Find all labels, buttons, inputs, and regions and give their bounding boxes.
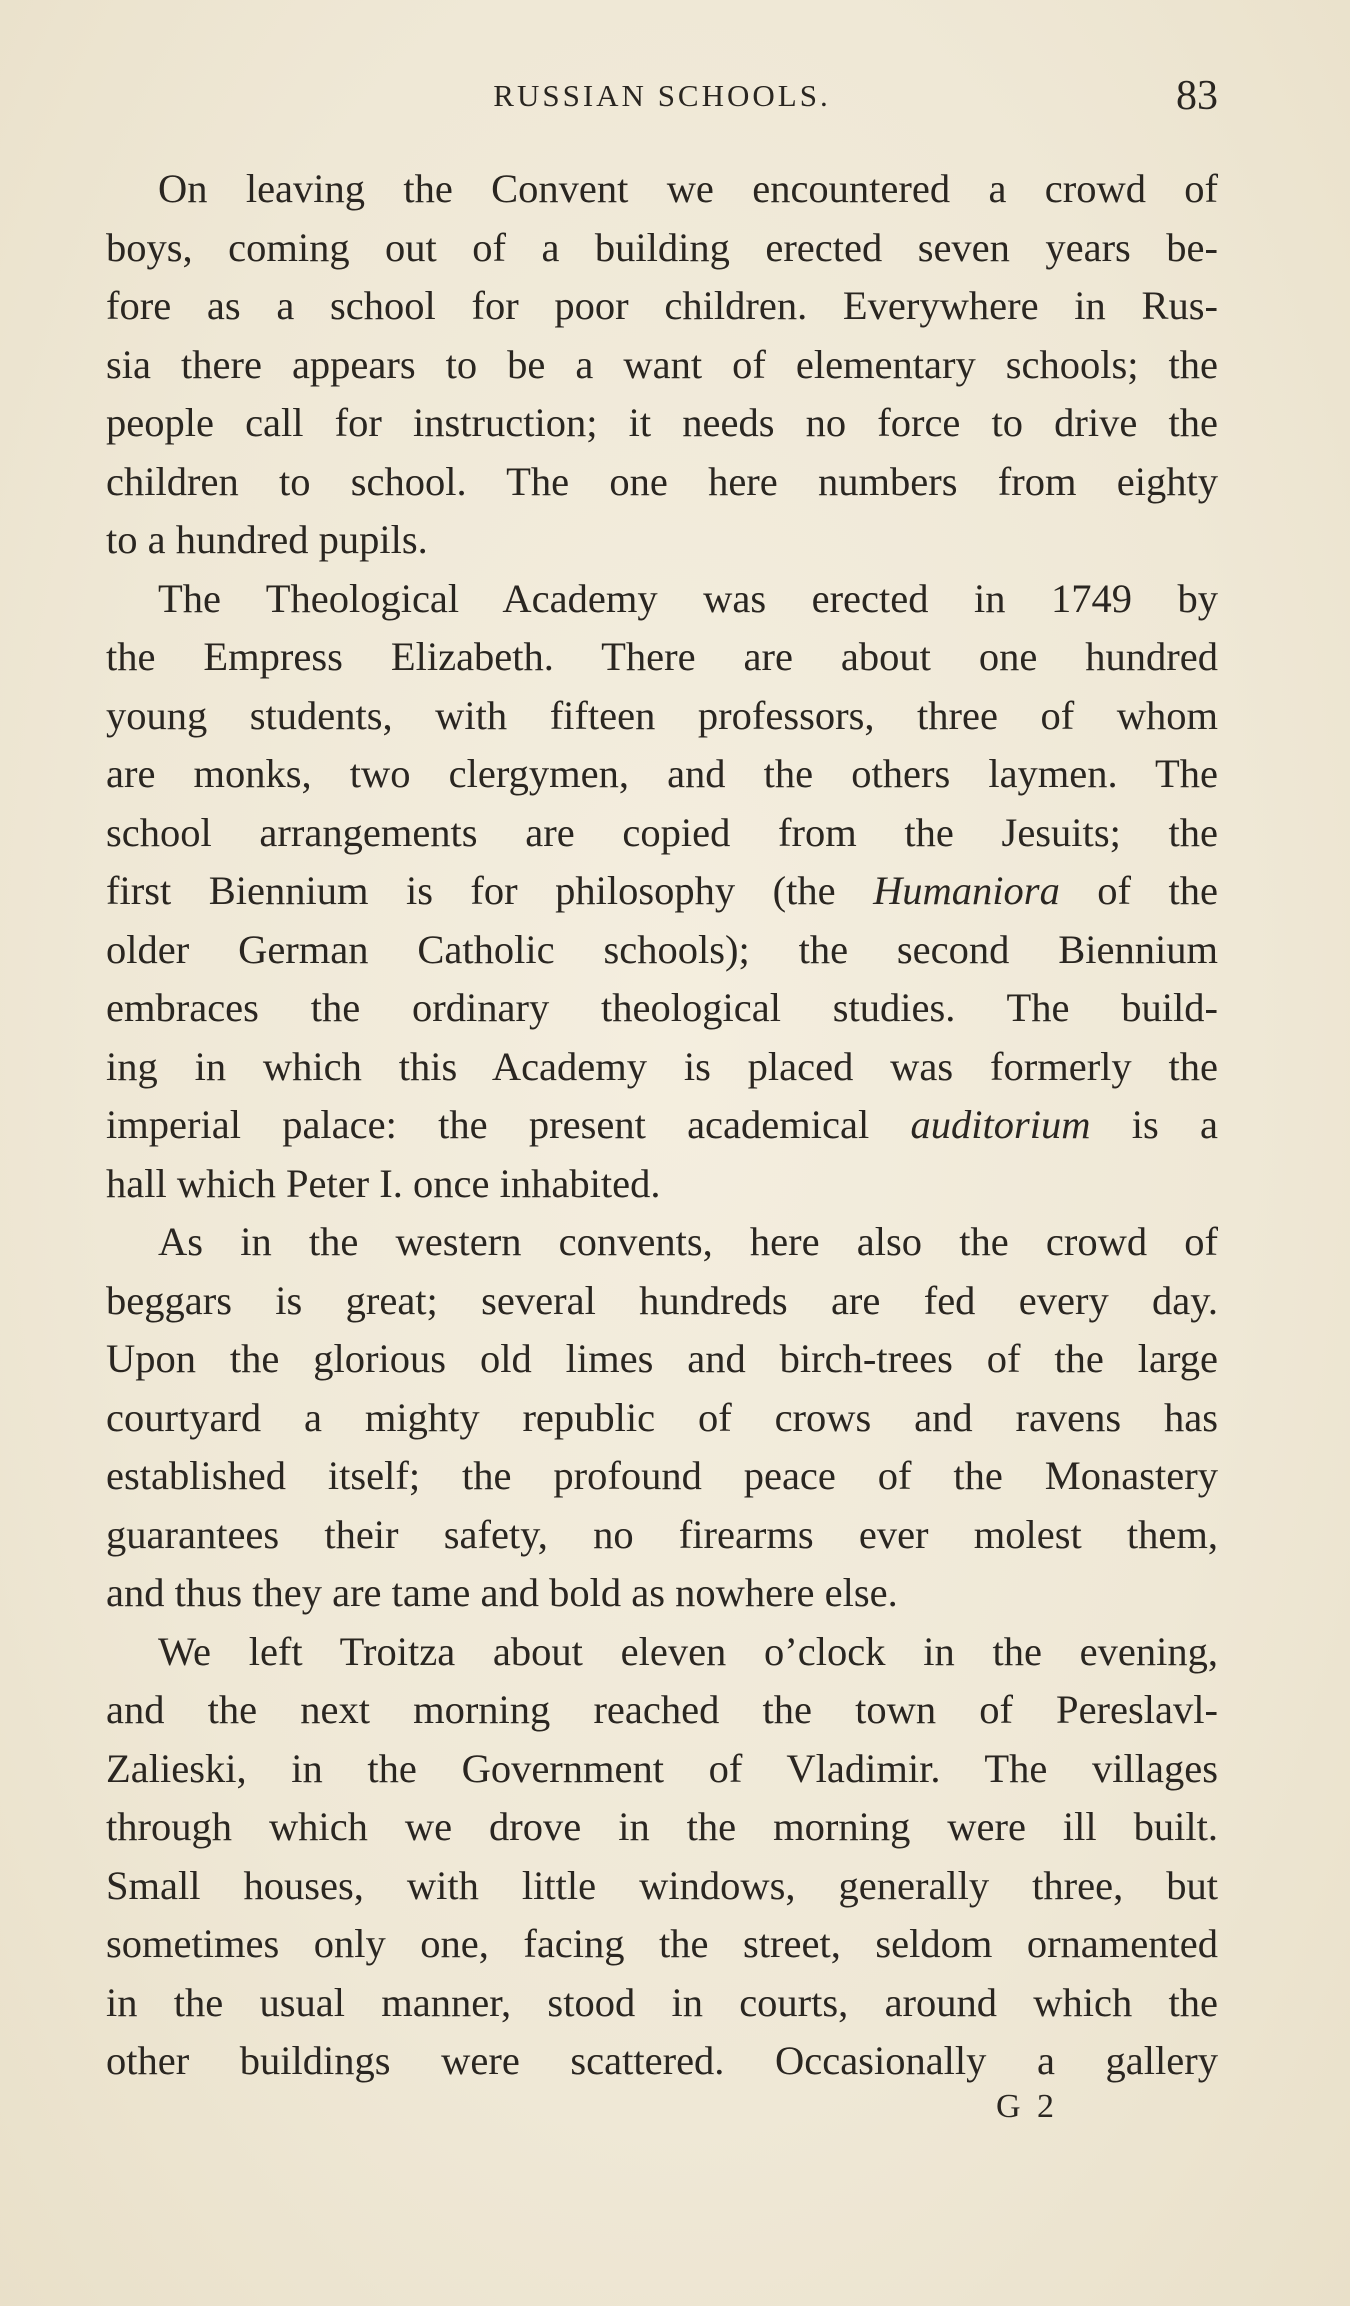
text-line: On leaving the Convent we encountered a crowd of (158, 166, 1218, 211)
text-line: ing in which this Academy is placed was formerly the (106, 1043, 1218, 1089)
text-line: boys, coming out of a building erected seven years be- (106, 224, 1218, 270)
text-line: established itself; the profound peace of the Monastery (106, 1453, 1218, 1498)
text-line: Small houses, with little windows, generally three, but (106, 1862, 1218, 1908)
text-line: The Theological Academy was erected in 1749 by (158, 575, 1218, 621)
text-line: young students, with fifteen professors, three of whom (106, 692, 1218, 738)
text-line: to a hundred pupils. (106, 517, 428, 562)
text-line: We left Troitza about eleven o’clock in the evening, (158, 1628, 1218, 1674)
body-text (106, 160, 1218, 2091)
text-line: school arrangements are copied from the Jesuits; the (106, 809, 1218, 855)
text-line: hall which Peter I. once inhabited. (106, 1160, 661, 1206)
running-title: RUSSIAN SCHOOLS. (493, 78, 831, 113)
text-line: Zalieski, in the Government of Vladimir. The villages (106, 1745, 1218, 1791)
text-line: Upon the glorious old limes and birch-trees of the large (106, 1336, 1218, 1381)
italic-term: Humaniora (873, 868, 1060, 913)
text-line: through which we drove in the morning were ill built. (106, 1804, 1218, 1849)
text-line: are monks, two clergymen, and the others laymen. The (106, 751, 1218, 796)
text-line: guarantees their safety, no firearms ever molest them, (106, 1511, 1218, 1557)
text-line: children to school. The one here numbers from eighty (106, 458, 1218, 504)
italic-term: auditorium (910, 1102, 1091, 1147)
text-line: people call for instruction; it needs no force to drive the (106, 400, 1218, 445)
text-line: courtyard a mighty republic of crows and ravens has (106, 1394, 1218, 1440)
page-number: 83 (1176, 73, 1218, 119)
text-line: sia there appears to be a want of elementary schools; the (106, 341, 1218, 387)
text-line: imperial palace: the present academical auditorium is a (106, 1102, 1218, 1147)
text-line: the Empress Elizabeth. There are about one hundred (106, 634, 1218, 679)
text-line: older German Catholic schools); the second Biennium (106, 926, 1218, 972)
text-line: fore as a school for poor children. Everywhere in Rus- (106, 283, 1218, 328)
text-line: embraces the ordinary theological studies. The build- (106, 985, 1218, 1030)
signature-mark: G 2 (996, 2088, 1059, 2125)
text-line: and the next morning reached the town of Pereslavl- (106, 1687, 1218, 1732)
text-line: first Biennium is for philosophy (the Humaniora of the (106, 868, 1218, 913)
text-line: sometimes only one, facing the street, seldom ornamented (106, 1921, 1218, 1966)
text-line: As in the western convents, here also the crowd of (158, 1219, 1218, 1264)
text-line: and thus they are tame and bold as nowhere else. (106, 1570, 898, 1615)
running-head (106, 72, 1218, 120)
text-line: beggars is great; several hundreds are fed every day. (106, 1277, 1218, 1323)
text-line: in the usual manner, stood in courts, around which the (106, 1979, 1218, 2025)
text-line: other buildings were scattered. Occasionally a gallery (106, 2038, 1218, 2083)
